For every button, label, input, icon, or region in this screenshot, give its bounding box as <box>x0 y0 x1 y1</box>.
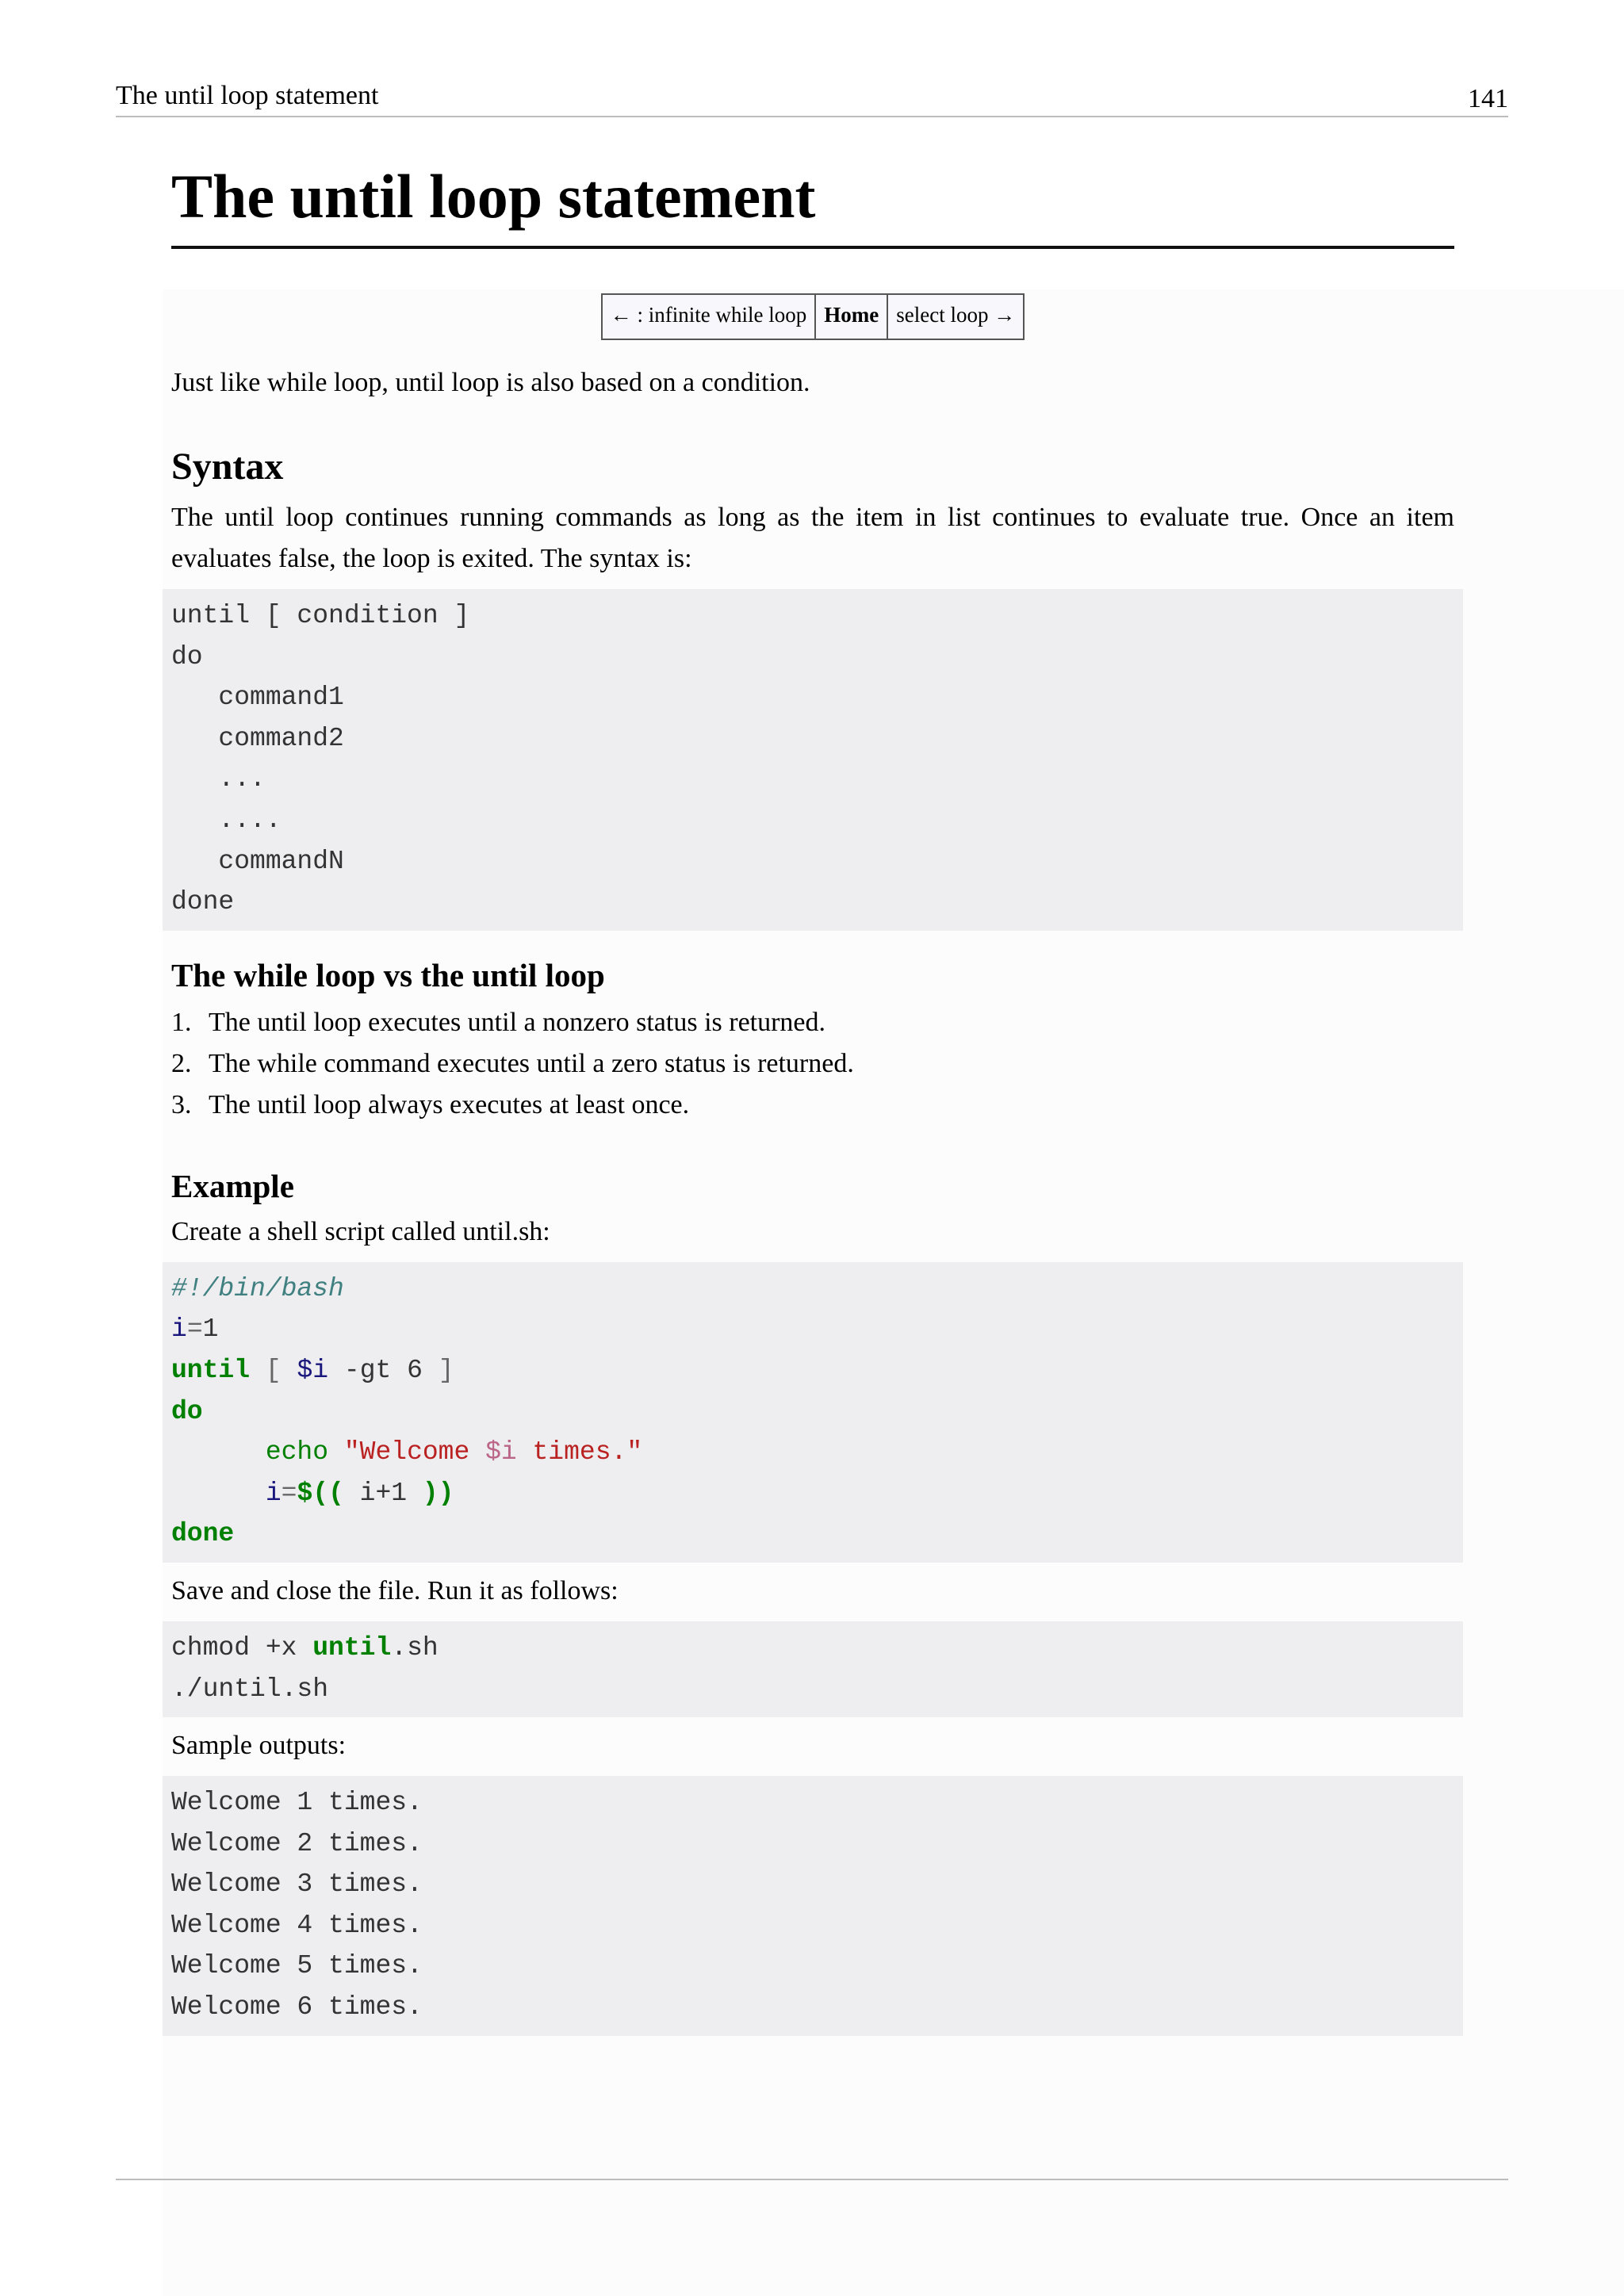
code-builtin: echo <box>265 1437 329 1468</box>
code-indent <box>171 1437 266 1467</box>
code-operator: = <box>281 1478 297 1508</box>
code-text: ./until.sh <box>171 1674 329 1704</box>
code-line: command2 <box>171 723 344 753</box>
list-text: The while command executes until a zero status is returned. <box>209 1048 854 1078</box>
code-keyword: do <box>171 1396 203 1426</box>
code-variable: i <box>265 1478 282 1508</box>
example-heading: Example <box>171 1167 294 1204</box>
code-keyword: done <box>171 1519 235 1549</box>
code-string: times." <box>516 1437 643 1468</box>
code-line: .... <box>171 805 282 835</box>
code-string: "Welcome <box>343 1437 486 1468</box>
list-text: The until loop always executes at least once. <box>209 1089 690 1119</box>
code-keyword: until <box>312 1632 392 1663</box>
nav-next-link[interactable]: select loop → <box>887 294 1024 339</box>
intro-paragraph: Just like while loop, until loop is also based on a condition. <box>171 368 810 397</box>
chapter-navigation <box>601 293 1025 340</box>
output-line: Welcome 2 times. <box>171 1828 423 1858</box>
code-operator: [ <box>265 1355 282 1385</box>
output-line: Welcome 3 times. <box>171 1869 423 1900</box>
comparison-heading: The while loop vs the until loop <box>171 956 605 993</box>
code-line: done <box>171 887 235 917</box>
run-code-block <box>163 1621 1463 1717</box>
output-line: Welcome 1 times. <box>171 1788 423 1818</box>
code-keyword: )) <box>422 1478 454 1508</box>
code-keyword: until <box>171 1355 251 1385</box>
code-variable: $i <box>297 1355 329 1385</box>
nav-home-link[interactable]: Home <box>815 294 887 339</box>
syntax-code-block <box>163 589 1463 931</box>
list-text: The until loop executes until a nonzero status is returned. <box>209 1007 826 1037</box>
save-instruction: Save and close the file. Run it as follows: <box>171 1575 619 1605</box>
running-title: The until loop statement <box>116 81 379 110</box>
list-item <box>171 1002 1454 1043</box>
code-line: until [ condition ] <box>171 601 470 630</box>
code-comment: #!/bin/bash <box>171 1273 344 1303</box>
code-text: -gt 6 <box>343 1355 423 1385</box>
code-line: do <box>171 641 203 672</box>
code-line: ... <box>171 764 266 794</box>
output-line: Welcome 5 times. <box>171 1951 423 1981</box>
code-text: .sh <box>391 1632 439 1663</box>
code-text: 1 <box>202 1314 219 1345</box>
code-operator: ] <box>438 1355 454 1385</box>
code-line: commandN <box>171 846 344 876</box>
code-variable: i <box>171 1314 187 1345</box>
syntax-heading: Syntax <box>171 446 284 488</box>
list-item <box>171 1085 1454 1126</box>
page-number: 141 <box>1468 84 1508 113</box>
running-header <box>116 78 1508 117</box>
list-number: 3. <box>171 1089 192 1119</box>
code-line: command1 <box>171 683 344 713</box>
list-number: 1. <box>171 1007 192 1037</box>
code-operator: = <box>186 1314 203 1345</box>
code-text: chmod +x <box>171 1632 313 1663</box>
comparison-list <box>171 1002 1454 1126</box>
code-text: i+1 <box>343 1478 423 1508</box>
code-indent <box>171 1479 266 1508</box>
nav-prev-link[interactable]: ← : infinite while loop <box>602 294 815 339</box>
list-item <box>171 1043 1454 1085</box>
output-code-block <box>163 1776 1463 2036</box>
output-line: Welcome 6 times. <box>171 1992 423 2022</box>
example-intro: Create a shell script called until.sh: <box>171 1216 550 1246</box>
code-string-variable: $i <box>485 1437 517 1468</box>
syntax-paragraph: The until loop continues running commands as long as the item in list continues to evaluate true. Once an item evaluates false, the loop is exited. The syntax is: <box>171 503 1454 573</box>
page-title: The until loop statement <box>171 159 1454 249</box>
footer-divider <box>116 2179 1508 2180</box>
sample-outputs-label: Sample outputs: <box>171 1731 347 1761</box>
article-content <box>171 159 1454 2036</box>
output-line: Welcome 4 times. <box>171 1910 423 1940</box>
code-keyword: $(( <box>297 1478 344 1508</box>
list-number: 2. <box>171 1048 192 1078</box>
script-code-block <box>163 1262 1463 1563</box>
